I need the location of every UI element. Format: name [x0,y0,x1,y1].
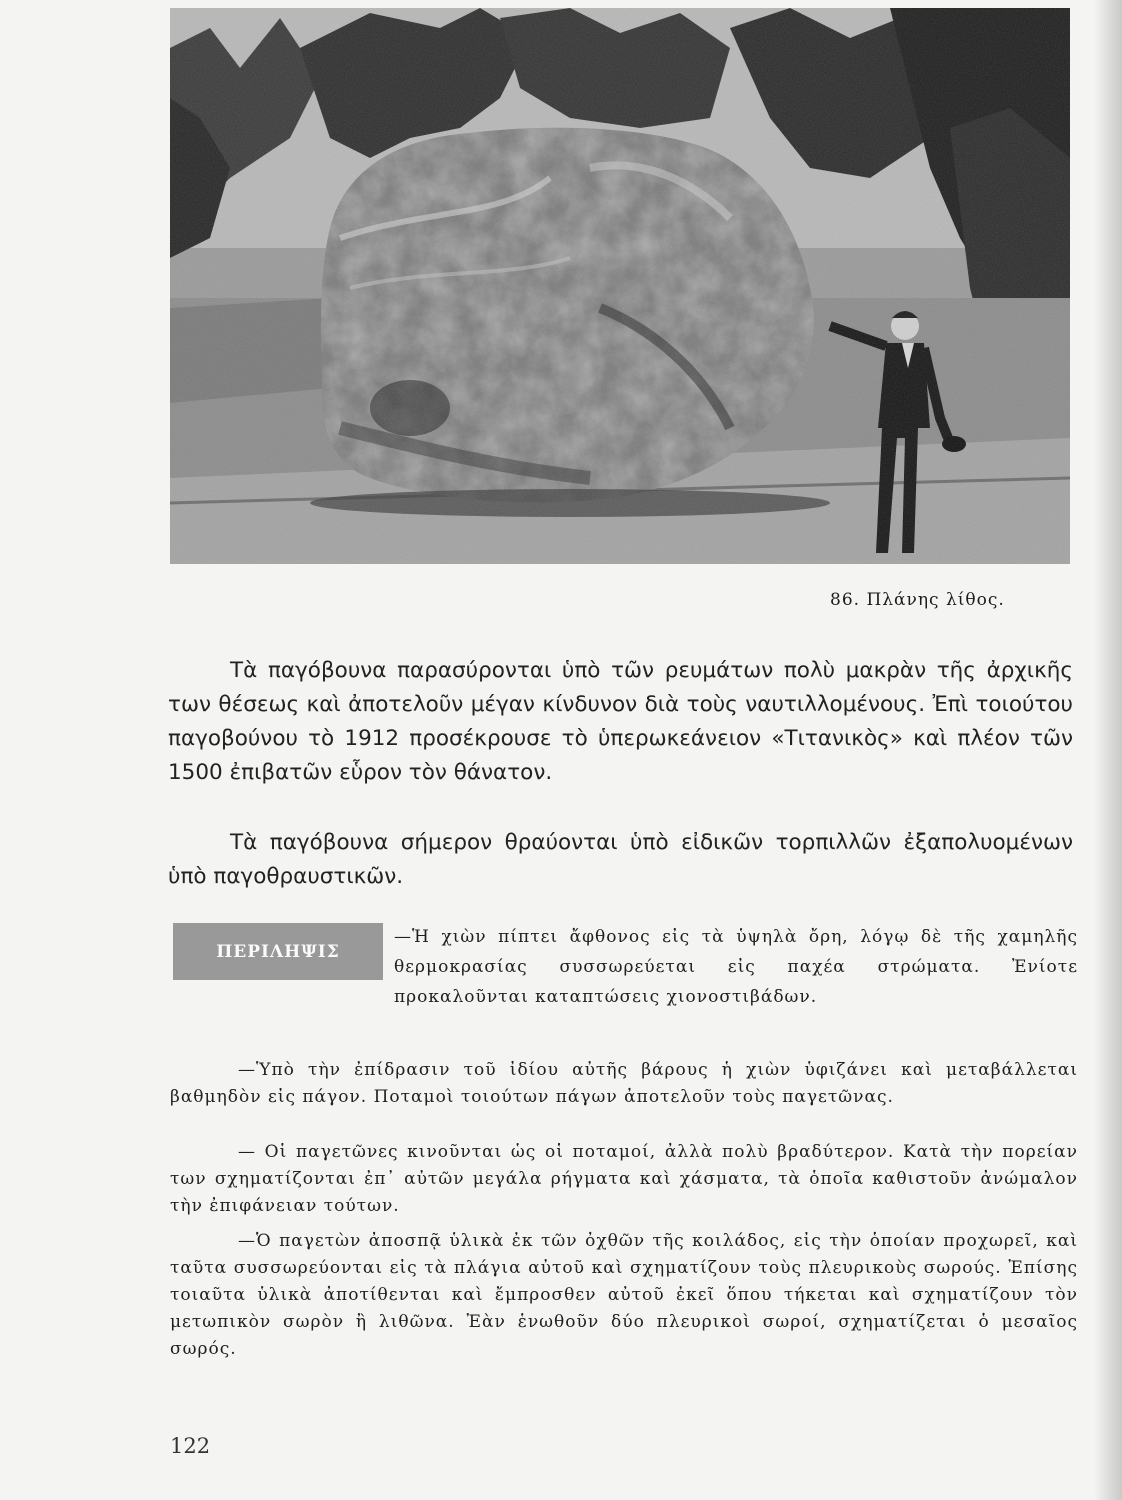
summary-point-moraines: —Ὁ παγετὼν ἀποσπᾷ ὑλικὰ ἐκ τῶν ὀχθῶν τῆς κοιλάδος, εἰς τὴν ὁποίαν προχωρεῖ, καὶ ταῦτα συσσωρεύονται εἰς τὰ πλάγια αὐτοῦ καὶ σχηματίζουν τοὺς πλευρικοὺς σωρούς. Ἐπίσης τοιαῦτα ὑλικὰ ἀποτίθενται καὶ ἔμπροσθεν αὐτοῦ ἐκεῖ ὅπου τήκεται καὶ σχηματίζουν τὸν μετωπικὸν σωρὸν ἢ λιθῶνα. Ἐὰν ἑνωθοῦν δύο πλευρικοὶ σωροί, σχηματίζεται ὁ μεσαῖος σωρός. [170,1231,1078,1359]
figure-photo-erratic-boulder [170,8,1070,564]
summary-label-badge: ΠΕΡΙΛΗΨΙΣ [173,923,383,980]
figure-caption: 86. Πλάνης λίθος. [830,590,1005,610]
summary-badge-spacer [170,922,394,1010]
summary-point-glacier-motion: — Οἱ παγετῶνες κινοῦνται ὡς οἱ ποταμοί, ἀλλὰ πολὺ βραδύτερον. Κατὰ τὴν πορείαν των σχηματίζονται ἐπ᾽ αὐτῶν μεγάλα ρήγματα καὶ χάσματα, τὰ ὁποῖα καθιστοῦν ἀνώμαλον τὴν ἐπιφάνειαν τούτων. [170,1142,1078,1216]
paragraph-icebergs-currents: Τὰ παγόβουνα παρασύρονται ὑπὸ τῶν ρευμάτων πολὺ μακρὰν τῆς ἀρχικῆς των θέσεως καὶ ἀποτελοῦν μέγαν κίνδυνον διὰ τοὺς ναυτιλλομένους. Ἐπὶ τοιούτου παγοβούνου τὸ 1912 προσέκρουσε τὸ ὑπερωκεάνειον «Τιτανικὸς» καὶ πλέον τῶν 1500 ἐπιβατῶν εὗρον τὸν θάνατον. [168,658,1073,785]
summary-first-text: —Ἡ χιὼν πίπτει ἄφθονος εἰς τὰ ὑψηλὰ ὄρη, λόγῳ δὲ τῆς χαμηλῆς θερμοκρασίας συσσωρεύεται εἰς παχέα στρώματα. Ἐνίοτε προκαλοῦνται καταπτώσεις χιονοστιβάδων. [394,927,1078,1007]
binding-shadow [1094,0,1122,1500]
summary-first-point [170,922,1078,1012]
paragraph-icebreakers: Τὰ παγόβουνα σήμερον θραύονται ὑπὸ εἰδικῶν τορπιλλῶν ἐξαπολυομένων ὑπὸ παγοθραυστικῶν. [168,830,1073,889]
boulder-photo-illustration [170,8,1070,564]
summary-point-ice-formation: —Ὑπὸ τὴν ἐπίδρασιν τοῦ ἰδίου αὐτῆς βάρους ἡ χιὼν ὑφιζάνει καὶ μεταβάλλεται βαθμηδὸν εἰς πάγον. Ποταμοὶ τοιούτων πάγων ἀποτελοῦν τοὺς παγετῶνας. [170,1060,1078,1107]
page-number: 122 [170,1434,211,1458]
